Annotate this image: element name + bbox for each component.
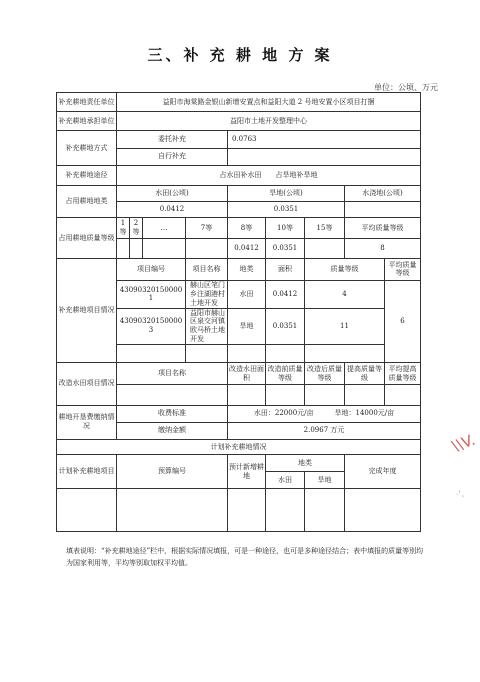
supp-name: 赫山区笔门乡注湖港村土地开发 <box>186 280 228 308</box>
supp-area: 0.0412 <box>266 280 305 308</box>
grade-value: 0.0412 <box>228 238 266 258</box>
fee-total-value: 2.0967 万元 <box>228 422 421 439</box>
supp-header-grade: 质量等级 <box>305 258 385 280</box>
table-row <box>57 258 421 280</box>
footnote: 填表说明：“补充耕地途径”栏中，根据实际情况填报，可是一种途径，也可是多种途径结合；表中填报的质量等别均为国家利用等，平均等别取加权平均值。 <box>66 547 424 567</box>
plan-label: 计划补充耕地项目 <box>57 455 117 489</box>
grade-value <box>117 238 130 258</box>
paddy-change-header: 项目名称 <box>117 363 228 385</box>
supp-id: 430903201500003 <box>117 308 186 344</box>
supp-name: 益阳市赫山区泉交河镇欧马桥土地开发 <box>186 308 228 344</box>
paddy-change-header: 改造前质量等级 <box>266 363 305 385</box>
plan-cell <box>228 489 266 532</box>
supp-area: 0.0351 <box>266 308 305 344</box>
paddy-change-cell <box>385 385 421 405</box>
plan-cell <box>345 489 421 532</box>
fee-label: 耕地开垦费缴纳情况 <box>57 405 117 439</box>
supp-empty-cell <box>117 344 186 362</box>
dry-header: 旱地(公顷) <box>228 185 345 201</box>
supp-empty-cell <box>186 344 228 362</box>
plan-landtype-header: 地类 <box>266 455 345 472</box>
grade-value: 0.0351 <box>266 238 305 258</box>
supp-header-type: 地类 <box>228 258 266 280</box>
supp-header-avg: 平均质量等级 <box>385 258 421 280</box>
red-stamp-mark: \\V. <box>449 430 478 456</box>
supp-grade: 11 <box>305 308 385 344</box>
grade-header: … <box>143 218 186 238</box>
paddy-change-cell <box>345 385 385 405</box>
supp-header-name: 项目名称 <box>186 258 228 280</box>
table-row <box>57 489 421 532</box>
project-value: 益阳市海棠路金银山新增安置点和益阳大道 2 号地安置小区项目打捆 <box>117 93 421 112</box>
grade-value <box>186 238 228 258</box>
landtype-label: 占用耕地地类 <box>57 185 117 217</box>
plan-cell <box>117 489 228 532</box>
fee-total-label: 缴纳金额 <box>117 422 228 439</box>
paddy-change-label: 改造水田项目情况 <box>57 363 117 405</box>
plan-paddy-header: 水田 <box>266 472 305 489</box>
project-label: 补充耕地责任单位 <box>57 93 117 112</box>
plan-new-area-header: 预计新增耕地 <box>228 455 266 489</box>
table-row <box>57 165 421 185</box>
dry-value: 0.0351 <box>228 202 345 218</box>
supp-empty-cell <box>266 344 305 362</box>
implementer-label: 补充耕地承担单位 <box>57 112 117 131</box>
route-value: 占水田补水田 占旱地补旱地 <box>117 165 421 185</box>
paddy-change-cell <box>305 385 345 405</box>
table-row <box>57 93 421 112</box>
supp-type: 旱地 <box>228 308 266 344</box>
method-self: 自行补充 <box>117 148 228 165</box>
method-self-value <box>228 148 421 165</box>
table-row <box>57 218 421 238</box>
red-stamp-mark: ·', <box>455 489 466 501</box>
paddy-change-cell <box>228 385 266 405</box>
supp-grade: 4 <box>305 280 385 308</box>
table-row <box>57 131 421 148</box>
irrigated-header: 水浇地(公顷) <box>345 185 421 201</box>
supp-avg-value: 6 <box>385 280 421 362</box>
table-row <box>57 112 421 131</box>
method-label: 补充耕地方式 <box>57 131 117 165</box>
paddy-change-header: 改造水田面积 <box>228 363 266 385</box>
avg-grade-value: 8 <box>345 238 421 258</box>
plan-id-header: 预算编号 <box>117 455 228 489</box>
supplement-plan-table <box>56 92 421 532</box>
plan-year-header: 完成年度 <box>345 455 421 489</box>
supp-type: 水田 <box>228 280 266 308</box>
paddy-value: 0.0412 <box>117 202 228 218</box>
plan-title: 计划补充耕地情况 <box>57 439 421 454</box>
route-label: 补充耕地途径 <box>57 165 117 185</box>
paddy-change-header: 提高质量等级 <box>345 363 385 385</box>
avg-grade-header: 平均质量等级 <box>345 218 421 238</box>
paddy-change-cell <box>266 385 305 405</box>
grade-header: 8等 <box>228 218 266 238</box>
supp-id: 430903201500001 <box>117 280 186 308</box>
page-title: 三、补 充 耕 地 方 案 <box>147 46 333 64</box>
table-row <box>57 405 421 422</box>
paddy-change-header: 平均提高质量等级 <box>385 363 421 385</box>
grade-value <box>143 238 186 258</box>
grade-header: 1等 <box>117 218 130 238</box>
supp-header-id: 项目编号 <box>117 258 186 280</box>
unit-label: 单位：公顷、万元 <box>374 83 438 92</box>
grade-label: 占用耕地质量等级 <box>57 218 117 258</box>
irrigated-value <box>345 202 421 218</box>
grade-header: 15等 <box>305 218 345 238</box>
paddy-change-header: 改造后质量等级 <box>305 363 345 385</box>
implementer-value: 益阳市土地开发整理中心 <box>117 112 421 131</box>
fee-standard-label: 收费标准 <box>117 405 228 422</box>
table-row <box>57 185 421 201</box>
grade-header: 2等 <box>130 218 143 238</box>
fee-standard-value: 水田：22000元/亩 旱地：14000元/亩 <box>228 405 421 422</box>
supp-header-area: 面积 <box>266 258 305 280</box>
plan-cell <box>266 489 305 532</box>
paddy-change-cell <box>117 385 228 405</box>
table-row <box>57 455 421 472</box>
supp-label: 补充耕地项目情况 <box>57 258 117 362</box>
grade-header: 10等 <box>266 218 305 238</box>
supp-empty-cell <box>228 344 266 362</box>
grade-value <box>130 238 143 258</box>
grade-value <box>305 238 345 258</box>
grade-header: 7等 <box>186 218 228 238</box>
plan-cell <box>305 489 345 532</box>
paddy-header: 水田(公顷) <box>117 185 228 201</box>
table-row <box>57 439 421 454</box>
supp-empty-cell <box>305 344 385 362</box>
method-entrusted: 委托补充 <box>117 131 228 148</box>
method-entrusted-value: 0.0763 <box>228 131 421 148</box>
plan-cell <box>57 489 117 532</box>
plan-dry-header: 旱地 <box>305 472 345 489</box>
table-row <box>57 363 421 385</box>
